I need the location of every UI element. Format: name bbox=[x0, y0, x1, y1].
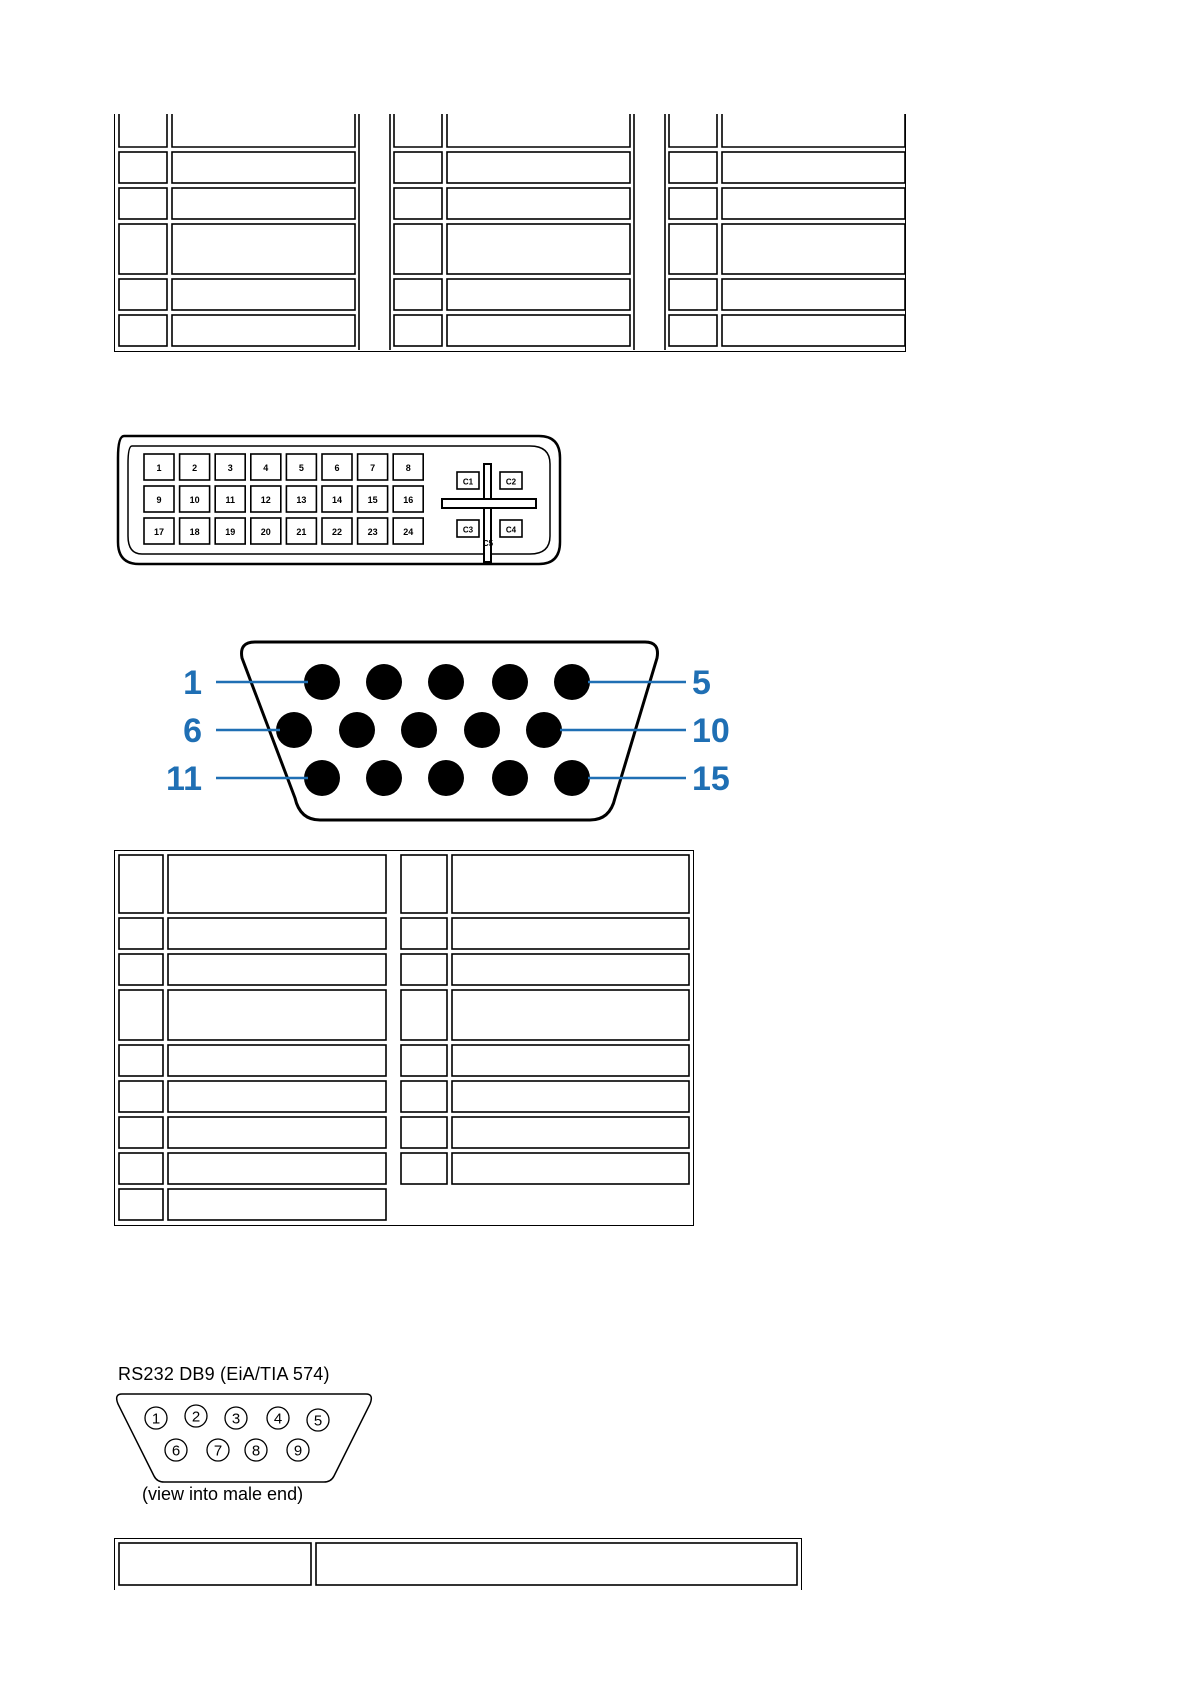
dvi-pin-label: 11 bbox=[225, 495, 235, 505]
db9-pin-label: 8 bbox=[251, 1442, 261, 1460]
dvi-pin-17 bbox=[144, 518, 174, 544]
dvi-pin-label: 20 bbox=[260, 527, 271, 537]
vga-pin-7 bbox=[339, 712, 375, 748]
vga-callout-label: 11 bbox=[166, 760, 202, 798]
dvi-pin-22 bbox=[322, 518, 352, 544]
dvi-pin-16 bbox=[393, 486, 423, 512]
dvi-analog-pin-label: C1 bbox=[462, 477, 474, 487]
vga-callout-label: 15 bbox=[692, 760, 730, 798]
db9-pin-4 bbox=[267, 1407, 289, 1429]
vga-pin-2 bbox=[366, 664, 402, 700]
dvi-pin-label: 5 bbox=[298, 463, 304, 473]
vga-pin-10 bbox=[526, 712, 562, 748]
dvi-pin-20 bbox=[251, 518, 281, 544]
dvi-pin-label: 23 bbox=[367, 527, 378, 537]
dvi-pin-assignment-table bbox=[114, 114, 906, 352]
dvi-pin-19 bbox=[215, 518, 245, 544]
dvi-pin-label: 12 bbox=[260, 495, 271, 505]
vga-callout-label: 5 bbox=[692, 664, 711, 702]
vga-pin-assignment-table bbox=[114, 850, 694, 1226]
rs232-title: RS232 DB9 (EiA/TIA 574) bbox=[118, 1364, 330, 1384]
dvi-pin-label: 14 bbox=[331, 495, 343, 505]
dvi-pin-21 bbox=[286, 518, 316, 544]
dvi-pin-label: 9 bbox=[156, 495, 162, 505]
db9-pin-label: 6 bbox=[171, 1442, 181, 1460]
dvi-pin-label: 24 bbox=[403, 527, 414, 537]
vga-callout-label: 6 bbox=[183, 712, 202, 750]
db9-pin-9 bbox=[287, 1439, 309, 1461]
db9-pin-label: 3 bbox=[231, 1410, 241, 1428]
vga-pin-11 bbox=[304, 760, 340, 796]
vga-pin-14 bbox=[492, 760, 528, 796]
dvi-pin-9 bbox=[144, 486, 174, 512]
dvi-pin-24 bbox=[393, 518, 423, 544]
vga-callout-label: 1 bbox=[183, 664, 202, 702]
vga-pin-6 bbox=[276, 712, 312, 748]
dvi-pin-1 bbox=[144, 454, 174, 480]
vga-callout-label: 10 bbox=[692, 712, 730, 750]
dvi-pin-5 bbox=[286, 454, 316, 480]
dvi-pin-6 bbox=[322, 454, 352, 480]
rs232-caption: (view into male end) bbox=[142, 1484, 304, 1504]
dvi-pin-label: 21 bbox=[296, 527, 307, 537]
db9-pin-label: 7 bbox=[213, 1442, 223, 1460]
dvi-pin-label: 13 bbox=[296, 495, 307, 505]
dvi-table-grid bbox=[115, 114, 907, 352]
dvi-pin-label: 7 bbox=[370, 463, 376, 473]
dvi-pin-label: 16 bbox=[403, 495, 414, 505]
db9-pin-7 bbox=[207, 1439, 229, 1461]
dvi-analog-pin-C3 bbox=[457, 520, 479, 537]
dvi-analog-pin-C2 bbox=[500, 472, 522, 489]
dvi-connector-diagram bbox=[114, 434, 564, 566]
dvi-pin-18 bbox=[180, 518, 210, 544]
dvi-pin-label: 3 bbox=[227, 463, 233, 473]
rs232-db9-diagram bbox=[112, 1390, 374, 1484]
vga-table-grid bbox=[115, 851, 693, 1225]
dvi-pin-8 bbox=[393, 454, 423, 480]
vga-pin-1 bbox=[304, 664, 340, 700]
db9-pin-label: 4 bbox=[273, 1410, 283, 1428]
dvi-pin-label: 17 bbox=[153, 527, 165, 537]
dvi-analog-pin-label: C2 bbox=[505, 477, 517, 487]
dvi-pin-4 bbox=[251, 454, 281, 480]
vga-pin-8 bbox=[401, 712, 437, 748]
vga-pin-9 bbox=[464, 712, 500, 748]
dvi-pin-label: 1 bbox=[156, 463, 162, 473]
dvi-pin-label: 2 bbox=[192, 463, 198, 473]
dvi-pin-12 bbox=[251, 486, 281, 512]
dvi-pin-label: 22 bbox=[331, 527, 343, 537]
db9-pin-3 bbox=[225, 1407, 247, 1429]
vga-pin-5 bbox=[554, 664, 590, 700]
dvi-pin-13 bbox=[286, 486, 316, 512]
dvi-pin-label: 15 bbox=[367, 495, 378, 505]
dvi-pin-label: 19 bbox=[225, 527, 236, 537]
db9-pin-label: 5 bbox=[313, 1412, 323, 1430]
dvi-pin-14 bbox=[322, 486, 352, 512]
vga-pin-12 bbox=[366, 760, 402, 796]
vga-pin-4 bbox=[492, 664, 528, 700]
db9-pin-6 bbox=[165, 1439, 187, 1461]
dvi-pin-3 bbox=[215, 454, 245, 480]
vga-connector-diagram bbox=[160, 638, 750, 828]
dvi-pin-15 bbox=[358, 486, 388, 512]
db9-pin-label: 9 bbox=[293, 1442, 303, 1460]
dvi-analog-pin-C4 bbox=[500, 520, 522, 537]
dvi-pin-7 bbox=[358, 454, 388, 480]
dvi-pin-label: 18 bbox=[189, 527, 200, 537]
dvi-analog-pin-label: C3 bbox=[462, 525, 474, 535]
dvi-analog-pin-C5 bbox=[483, 539, 494, 548]
dvi-pin-11 bbox=[215, 486, 245, 512]
dvi-analog-pin-label: C4 bbox=[505, 525, 517, 535]
dvi-pin-label: 8 bbox=[405, 463, 411, 473]
dvi-pin-label: 4 bbox=[263, 463, 269, 473]
dvi-analog-pin-C1 bbox=[457, 472, 479, 489]
db9-pin-8 bbox=[245, 1439, 267, 1461]
db9-pin-5 bbox=[307, 1409, 329, 1431]
dvi-pin-label: 6 bbox=[334, 463, 340, 473]
dvi-pin-label: 10 bbox=[189, 495, 200, 505]
db9-pin-2 bbox=[185, 1405, 207, 1427]
vga-pin-15 bbox=[554, 760, 590, 796]
vga-pin-3 bbox=[428, 664, 464, 700]
dvi-pin-2 bbox=[180, 454, 210, 480]
dvi-pin-10 bbox=[180, 486, 210, 512]
rs232-table-grid bbox=[115, 1539, 801, 1591]
vga-pin-13 bbox=[428, 760, 464, 796]
db9-pin-label: 2 bbox=[191, 1408, 201, 1426]
db9-pin-1 bbox=[145, 1407, 167, 1429]
dvi-pin-23 bbox=[358, 518, 388, 544]
db9-pin-label: 1 bbox=[151, 1410, 161, 1428]
rs232-pin-assignment-table bbox=[114, 1538, 802, 1590]
dvi-analog-pin-label: C5 bbox=[482, 539, 494, 548]
